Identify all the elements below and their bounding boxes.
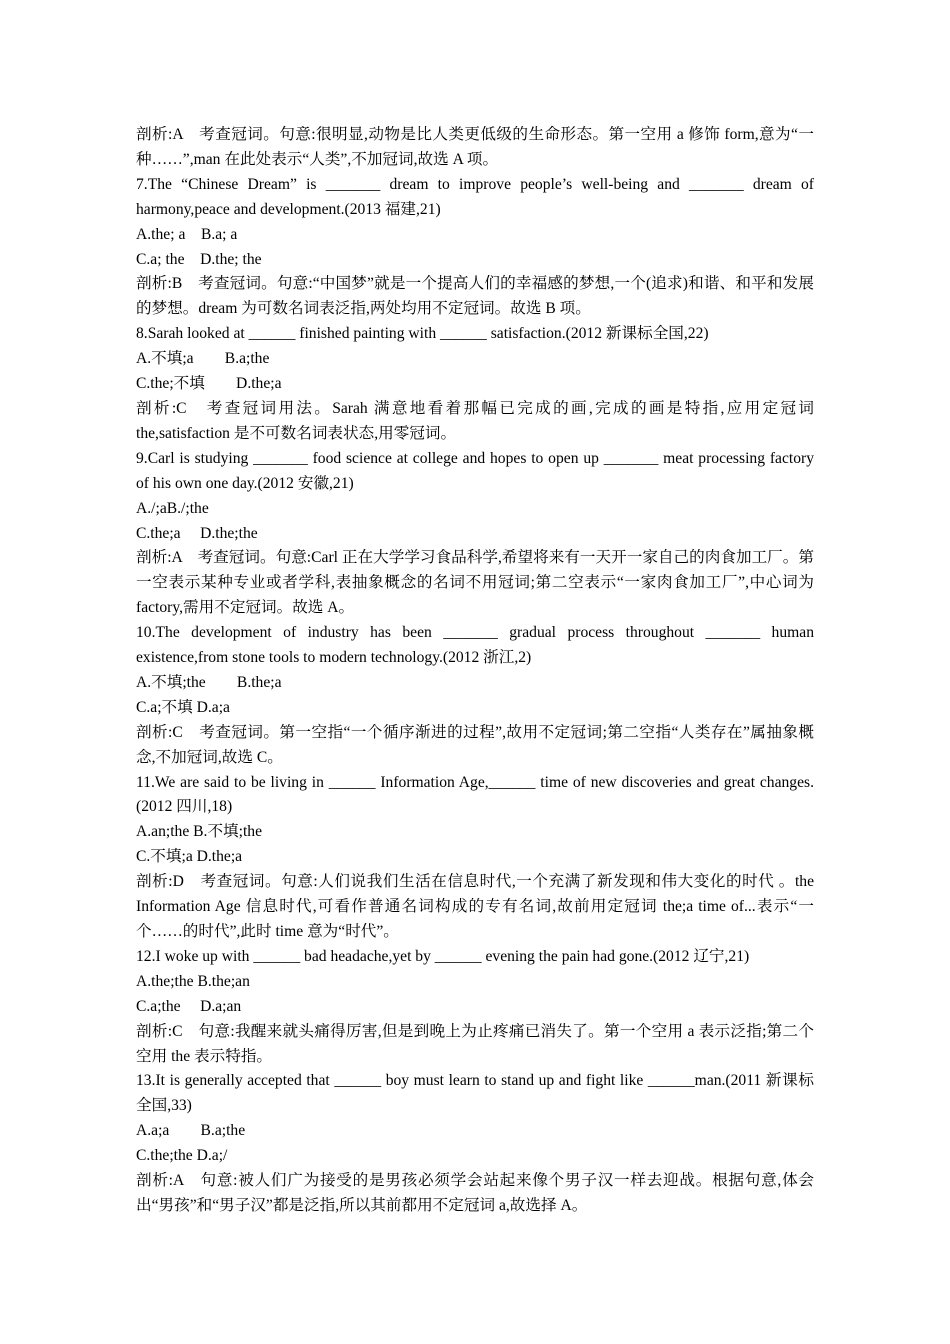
answer-analysis-9: 剖析:A 考查冠词。句意:Carl 正在大学学习食品科学,希望将来有一天开一家自己的肉食加工厂。第一空表示某种专业或者学科,表抽象概念的名词不用冠词;第二空表示“一家肉食加工厂”,中心词为 factory,需用不定冠词。故选 A。 [136,549,814,617]
answer-analysis-12: 剖析:C 句意:我醒来就头痛得厉害,但是到晚上为止疼痛已消失了。第一个空用 a 表示泛指;第二个空用 the 表示特指。 [136,1022,814,1065]
options-10-ab: A.不填;the B.the;a [136,673,282,691]
options-9-cd: C.the;a D.the;the [136,524,258,542]
question-10: 10.The development of industry has been _______ gradual process throughout _______ human existence,from stone tools to modern technology.(2012 浙江,2) [136,624,814,667]
answer-analysis-7: 剖析:B 考查冠词。句意:“中国梦”就是一个提高人们的幸福感的梦想,一个(追求)和谐、和平和发展的梦想。dream 为可数名词表泛指,两处均用不定冠词。故选 B 项。 [136,275,814,318]
question-7: 7.The “Chinese Dream” is _______ dream to improve people’s well-being and _______ dream of harmony,peace and development.(2013 福建,21) [136,175,814,218]
question-8: 8.Sarah looked at ______ finished painting with ______ satisfaction.(2012 新课标全国,22) [136,325,709,343]
options-12-ab: A.the;the B.the;an [136,972,250,990]
answer-analysis-6: 剖析:A 考查冠词。句意:很明显,动物是比人类更低级的生命形态。第一空用 a 修饰 form,意为“一种……”,man 在此处表示“人类”,不加冠词,故选 A 项。 [136,126,814,168]
answer-analysis-8: 剖析:C 考查冠词用法。Sarah 满意地看着那幅已完成的画,完成的画是特指,应用定冠词 the,satisfaction 是不可数名词表状态,用零冠词。 [136,399,814,442]
options-7-cd: C.a; the D.the; the [136,250,262,268]
answer-analysis-10: 剖析:C 考查冠词。第一空指“一个循序渐进的过程”,故用不定冠词;第二空指“人类存在”属抽象概念,不加冠词,故选 C。 [136,723,814,766]
question-13: 13.It is generally accepted that ______ boy must learn to stand up and fight like ______man.(2011 新课标全国,33) [136,1072,814,1115]
options-13-cd: C.the;the D.a;/ [136,1147,228,1165]
answer-analysis-13: 剖析:A 句意:被人们广为接受的是男孩必须学会站起来像个男子汉一样去迎战。根据句意,体会出“男孩”和“男子汉”都是泛指,所以其前都用不定冠词 a,故选择 A。 [136,1172,814,1214]
options-8-ab: A.不填;a B.a;the [136,350,270,368]
question-9: 9.Carl is studying _______ food science at college and hopes to open up _______ meat processing factory of his own one day.(2012 安徽,21) [136,449,814,492]
options-8-cd: C.the;不填 D.the;a [136,375,282,393]
answer-analysis-11: 剖析:D 考查冠词。句意:人们说我们生活在信息时代,一个充满了新发现和伟大变化的时代 。the Information Age 信息时代,可看作普通名词构成的专有名词,故前用定冠词 the;a time of...表示“一个……的时代”,此时 time 意为“时代”。 [136,873,815,940]
options-9-ab: A./;aB./;the [136,499,209,517]
options-11-cd: C.不填;a D.the;a [136,848,243,866]
options-11-ab: A.an;the B.不填;the [136,823,263,841]
question-12: 12.I woke up with ______ bad headache,yet by ______ evening the pain had gone.(2012 辽宁,21) [136,947,750,965]
question-11: 11.We are said to be living in ______ Information Age,______ time of new discoveries and great changes.(2012 四川,18) [136,773,814,816]
options-13-ab: A.a;a B.a;the [136,1122,246,1140]
options-7-ab: A.the; a B.a; a [136,225,238,243]
options-10-cd: C.a;不填 D.a;a [136,698,230,716]
options-12-cd: C.a;the D.a;an [136,997,242,1015]
document-body [136,123,814,1219]
